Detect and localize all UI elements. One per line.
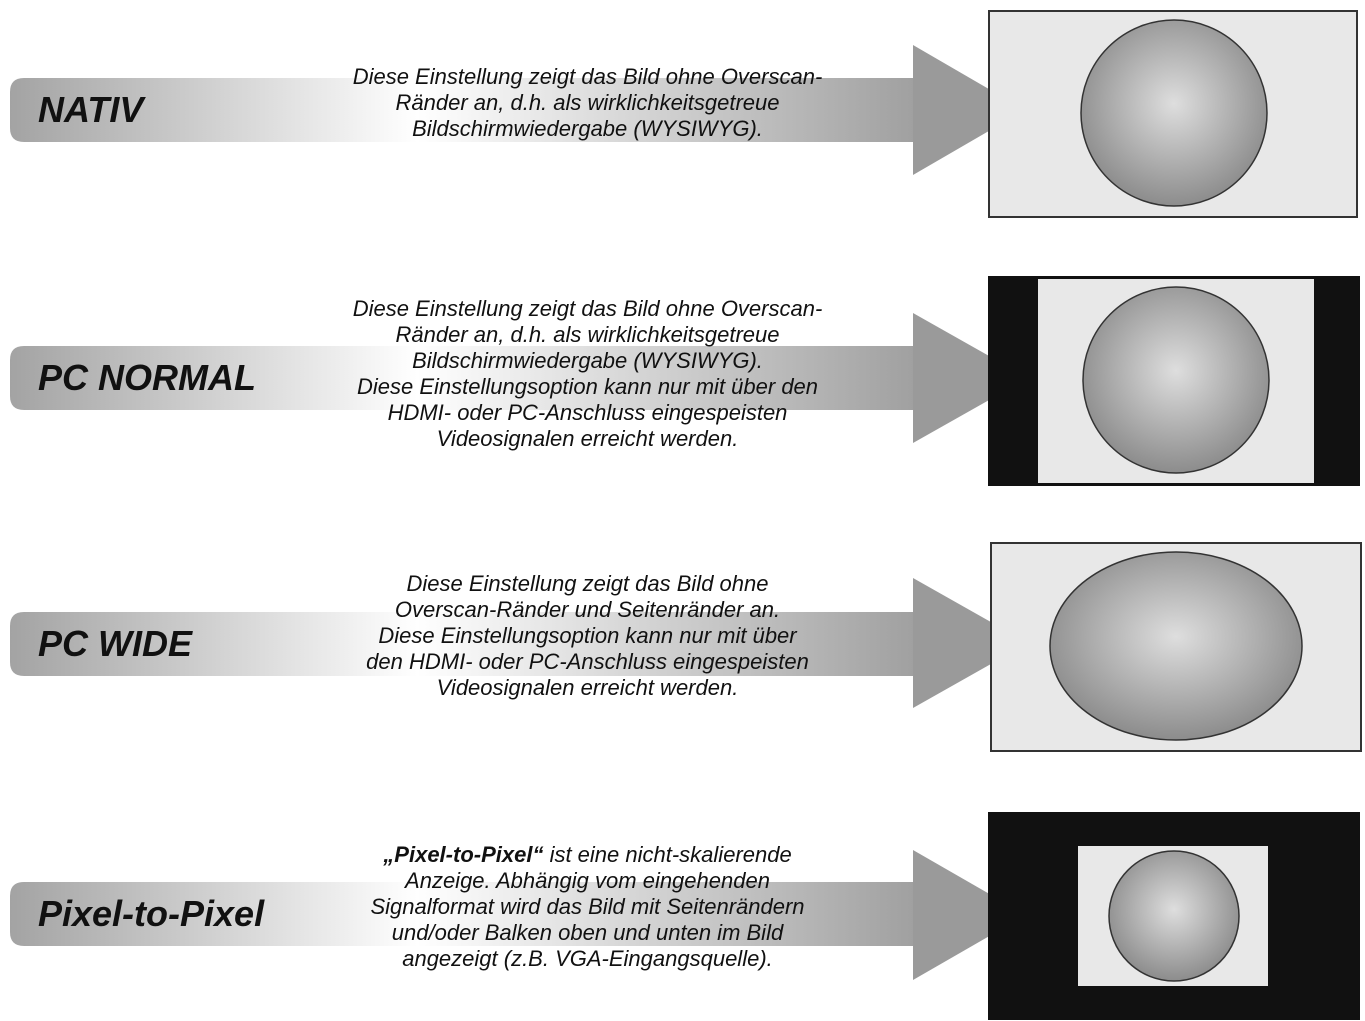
sphere-icon xyxy=(1109,851,1239,981)
mode-description-pc-normal xyxy=(300,296,875,452)
sphere-icon xyxy=(1050,552,1302,740)
description-line: Diese Einstellungsoption kann nur mit über xyxy=(378,623,797,648)
mode-label-pixel-to-pixel: Pixel-to-Pixel xyxy=(38,893,265,934)
mode-row-pixel-to-pixel xyxy=(0,800,1365,1021)
description-line: Diese Einstellung zeigt das Bild ohne Overscan- xyxy=(352,296,823,321)
screen-preview-nativ xyxy=(988,10,1358,218)
mode-row-pc-normal xyxy=(0,266,1365,496)
description-line-rest: ist eine nicht-skalierende xyxy=(543,842,792,867)
description-line: Anzeige. Abhängig vom eingehenden xyxy=(405,868,770,893)
description-line: Diese Einstellungsoption kann nur mit über den xyxy=(356,374,819,399)
screen-preview-pc-wide xyxy=(990,542,1362,752)
mode-label-pc-normal: PC NORMAL xyxy=(38,357,256,398)
description-line: Videosignalen erreicht werden. xyxy=(436,426,739,451)
description-line: Diese Einstellung zeigt das Bild ohne xyxy=(406,571,769,596)
screen-preview-pc-normal xyxy=(988,276,1360,486)
screen-preview-pixel-to-pixel xyxy=(988,812,1360,1020)
description-line: Bildschirmwiedergabe (WYSIWYG). xyxy=(412,348,763,373)
sphere-icon xyxy=(1083,287,1269,473)
description-line: HDMI- oder PC-Anschluss eingespeisten xyxy=(387,400,788,425)
description-line: Signalformat wird das Bild mit Seitenrändern xyxy=(370,894,805,919)
mode-description-nativ xyxy=(300,64,875,142)
mode-description-pc-wide xyxy=(300,571,875,701)
description-line: Videosignalen erreicht werden. xyxy=(436,675,739,700)
description-line: und/oder Balken oben und unten im Bild xyxy=(391,920,784,945)
mode-description-pixel-to-pixel xyxy=(300,842,875,972)
description-line: den HDMI- oder PC-Anschluss eingespeisten xyxy=(366,649,809,674)
description-line: Diese Einstellung zeigt das Bild ohne Overscan- xyxy=(352,64,823,89)
description-line: Ränder an, d.h. als wirklichkeitsgetreue xyxy=(395,322,780,347)
description-bold-term: „Pixel-to-Pixel“ xyxy=(383,842,544,867)
sphere-icon xyxy=(1081,20,1267,206)
mode-row-nativ xyxy=(0,0,1365,230)
description-line: angezeigt (z.B. VGA-Eingangsquelle). xyxy=(402,946,773,971)
mode-label-nativ: NATIV xyxy=(38,89,144,130)
description-line xyxy=(300,842,875,868)
description-line: Overscan-Ränder und Seitenränder an. xyxy=(394,597,781,622)
mode-row-pc-wide xyxy=(0,532,1365,762)
description-line: Ränder an, d.h. als wirklichkeitsgetreue xyxy=(395,90,780,115)
description-line: Bildschirmwiedergabe (WYSIWYG). xyxy=(412,116,763,141)
mode-label-pc-wide: PC WIDE xyxy=(38,623,193,664)
